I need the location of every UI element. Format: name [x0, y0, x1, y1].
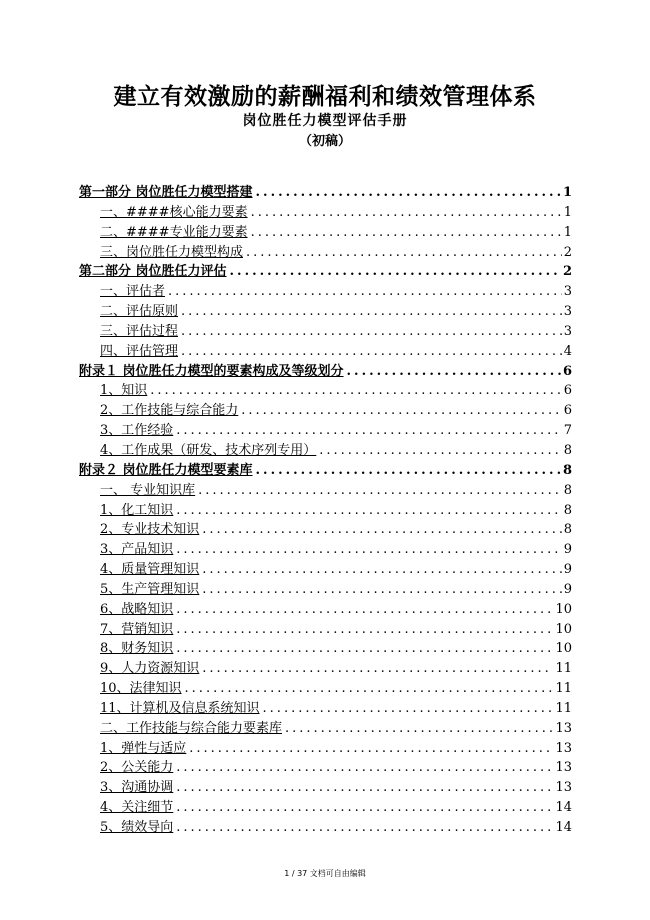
toc-leader-dots: [251, 223, 562, 243]
draft-label: （初稿）: [298, 134, 351, 149]
toc-leader-dots: [176, 540, 561, 560]
toc-entry-label[interactable]: 4、关注细节: [100, 800, 174, 816]
toc-page-number: 10: [555, 621, 572, 637]
toc-section-entry[interactable]: [79, 262, 572, 282]
toc-entry[interactable]: [79, 620, 572, 640]
toc-page-number: 8: [563, 522, 572, 538]
toc-leader-dots: [181, 342, 562, 362]
toc-entry[interactable]: [79, 302, 572, 322]
toc-entry[interactable]: [79, 243, 572, 263]
toc-entry-label[interactable]: 1、弹性与适应: [100, 740, 187, 756]
toc-page-number: 8: [563, 442, 572, 458]
toc-entry[interactable]: [79, 580, 572, 600]
page-footer: 1 / 37 文档可自由编辑: [284, 869, 366, 878]
toc-page-number: 14: [555, 800, 572, 816]
toc-entry[interactable]: [79, 342, 572, 362]
toc-entry-label[interactable]: 二、####专业能力要素: [100, 224, 248, 240]
toc-page-number: 2: [562, 264, 572, 280]
toc-leader-dots: [181, 322, 562, 342]
toc-leader-dots: [256, 183, 561, 203]
toc-entry[interactable]: [79, 203, 572, 223]
toc-page-number: 8: [562, 462, 572, 478]
toc-page-number: 1: [563, 224, 572, 240]
toc-entry-label[interactable]: 6、战略知识: [100, 601, 174, 617]
toc-leader-dots: [347, 362, 561, 382]
toc-entry[interactable]: [79, 501, 572, 521]
toc-entry[interactable]: [79, 421, 572, 441]
toc-entry-label[interactable]: 5、绩效导向: [100, 820, 174, 835]
toc-entry[interactable]: [79, 282, 572, 302]
toc-page-number: 10: [555, 641, 572, 657]
toc-entry-label[interactable]: 附录２ 岗位胜任力模型要素库: [79, 462, 253, 478]
toc-entry[interactable]: [79, 401, 572, 421]
toc-leader-dots: [202, 560, 561, 580]
toc-leader-dots: [176, 639, 553, 659]
toc-leader-dots: [176, 600, 553, 620]
toc-section-entry[interactable]: [79, 362, 572, 382]
toc-entry[interactable]: [79, 520, 572, 540]
toc-page-number: 13: [555, 740, 572, 756]
toc-entry-label[interactable]: 4、工作成果（研发、技术序列专用）: [100, 442, 317, 458]
toc-entry[interactable]: [79, 441, 572, 461]
toc-leader-dots: [319, 441, 561, 461]
toc-leader-dots: [246, 243, 562, 263]
toc-page-number: 1: [563, 204, 572, 220]
toc-entry-label[interactable]: 5、生产管理知识: [100, 581, 200, 597]
toc-leader-dots: [198, 481, 562, 501]
toc-entry[interactable]: [79, 639, 572, 659]
toc-entry-label[interactable]: 2、工作技能与综合能力: [100, 403, 239, 419]
toc-entry-label[interactable]: 3、产品知识: [100, 542, 174, 558]
toc-entry[interactable]: [79, 699, 572, 719]
toc-page-number: 9: [563, 562, 572, 578]
toc-page-number: 3: [563, 323, 572, 339]
toc-page-number: 11: [555, 700, 572, 716]
toc-leader-dots: [256, 461, 561, 481]
toc-page-number: 8: [563, 502, 572, 518]
toc-entry-label[interactable]: 第一部分 岗位胜任力模型搭建: [79, 185, 253, 200]
toc-entry[interactable]: [79, 758, 572, 778]
document-subtitle: 岗位胜任力模型评估手册: [242, 113, 408, 129]
toc-leader-dots: [176, 798, 553, 818]
toc-entry[interactable]: [79, 223, 572, 243]
toc-entry-label[interactable]: 第二部分 岗位胜任力评估: [79, 264, 227, 280]
toc-page-number: 1: [562, 185, 572, 200]
toc-page-number: 7: [563, 423, 572, 439]
toc-entry-label[interactable]: 7、营销知识: [100, 621, 174, 637]
toc-page-number: 11: [555, 681, 572, 697]
toc-entry-label[interactable]: 一、 专业知识库: [100, 482, 196, 498]
toc-entry[interactable]: [79, 560, 572, 580]
toc-page-number: 10: [555, 601, 572, 617]
toc-leader-dots: [176, 620, 553, 640]
toc-entry-label[interactable]: 4、质量管理知识: [100, 562, 200, 578]
toc-entry-label[interactable]: 三、岗位胜任力模型构成: [100, 244, 244, 260]
toc-entry[interactable]: [79, 818, 572, 838]
toc-page-number: 13: [555, 720, 572, 736]
toc-entry-label[interactable]: 二、评估原则: [100, 304, 179, 320]
toc-leader-dots: [168, 282, 562, 302]
toc-leader-dots: [185, 679, 554, 699]
toc-entry-label[interactable]: 1、化工知识: [100, 502, 174, 518]
toc-page-number: 2: [563, 244, 572, 260]
toc-entry-label[interactable]: 10、法律知识: [100, 681, 182, 697]
toc-entry-label[interactable]: 9、人力资源知识: [100, 661, 200, 677]
toc-leader-dots: [150, 381, 561, 401]
toc-page-number: 6: [562, 363, 572, 379]
toc-entry-label[interactable]: 2、专业技术知识: [100, 522, 200, 538]
toc-entry-label[interactable]: 2、公关能力: [100, 760, 174, 776]
toc-entry-label[interactable]: 1、知识: [100, 383, 148, 399]
toc-leader-dots: [263, 699, 554, 719]
toc-entry[interactable]: [79, 481, 572, 501]
toc-entry[interactable]: [79, 659, 572, 679]
toc-page-number: 3: [563, 284, 572, 300]
toc-leader-dots: [176, 778, 553, 798]
toc-page-number: 13: [555, 780, 572, 796]
toc-page-number: 6: [563, 403, 572, 419]
toc-page-number: 11: [555, 661, 572, 677]
toc-leader-dots: [181, 302, 562, 322]
toc-leader-dots: [176, 758, 553, 778]
toc-entry[interactable]: [79, 322, 572, 342]
toc-entry-label[interactable]: 3、工作经验: [100, 423, 174, 439]
toc-entry[interactable]: [79, 600, 572, 620]
toc-page-number: 14: [555, 820, 572, 835]
table-of-contents: [79, 183, 572, 838]
toc-entry[interactable]: [79, 778, 572, 798]
toc-leader-dots: [202, 659, 553, 679]
toc-leader-dots: [176, 421, 561, 441]
toc-entry[interactable]: [79, 798, 572, 818]
toc-entry-label[interactable]: 二、工作技能与综合能力要素库: [100, 720, 283, 736]
toc-page-number: 13: [555, 760, 572, 776]
toc-leader-dots: [230, 262, 561, 282]
toc-entry[interactable]: [79, 719, 572, 739]
toc-leader-dots: [285, 719, 553, 739]
toc-section-entry[interactable]: [79, 461, 572, 481]
toc-entry-label[interactable]: 一、评估者: [100, 284, 166, 300]
toc-page-number: 3: [563, 304, 572, 320]
toc-entry-label[interactable]: 四、评估管理: [100, 343, 179, 359]
toc-page-number: 6: [563, 383, 572, 399]
toc-section-entry[interactable]: [79, 183, 572, 203]
toc-leader-dots: [202, 520, 561, 540]
toc-entry-label[interactable]: 一、####核心能力要素: [100, 204, 248, 220]
toc-entry[interactable]: [79, 540, 572, 560]
toc-leader-dots: [202, 580, 561, 600]
toc-leader-dots: [176, 501, 561, 521]
toc-leader-dots: [241, 401, 561, 421]
toc-leader-dots: [176, 818, 553, 838]
document-title: 建立有效激励的薪酬福利和绩效管理体系: [113, 84, 537, 110]
toc-leader-dots: [189, 739, 553, 759]
toc-entry-label[interactable]: 8、财务知识: [100, 641, 174, 657]
toc-page-number: 8: [563, 482, 572, 498]
toc-entry-label[interactable]: 三、评估过程: [100, 323, 179, 339]
toc-leader-dots: [251, 203, 562, 223]
toc-entry-label[interactable]: 3、沟通协调: [100, 780, 174, 796]
toc-page-number: 9: [563, 581, 572, 597]
toc-entry[interactable]: [79, 739, 572, 759]
toc-entry[interactable]: [79, 679, 572, 699]
toc-page-number: 9: [563, 542, 572, 558]
toc-entry-label[interactable]: 附录１ 岗位胜任力模型的要素构成及等级划分: [79, 363, 344, 379]
toc-entry[interactable]: [79, 381, 572, 401]
toc-page-number: 4: [563, 343, 572, 359]
toc-entry-label[interactable]: 11、计算机及信息系统知识: [100, 700, 260, 716]
